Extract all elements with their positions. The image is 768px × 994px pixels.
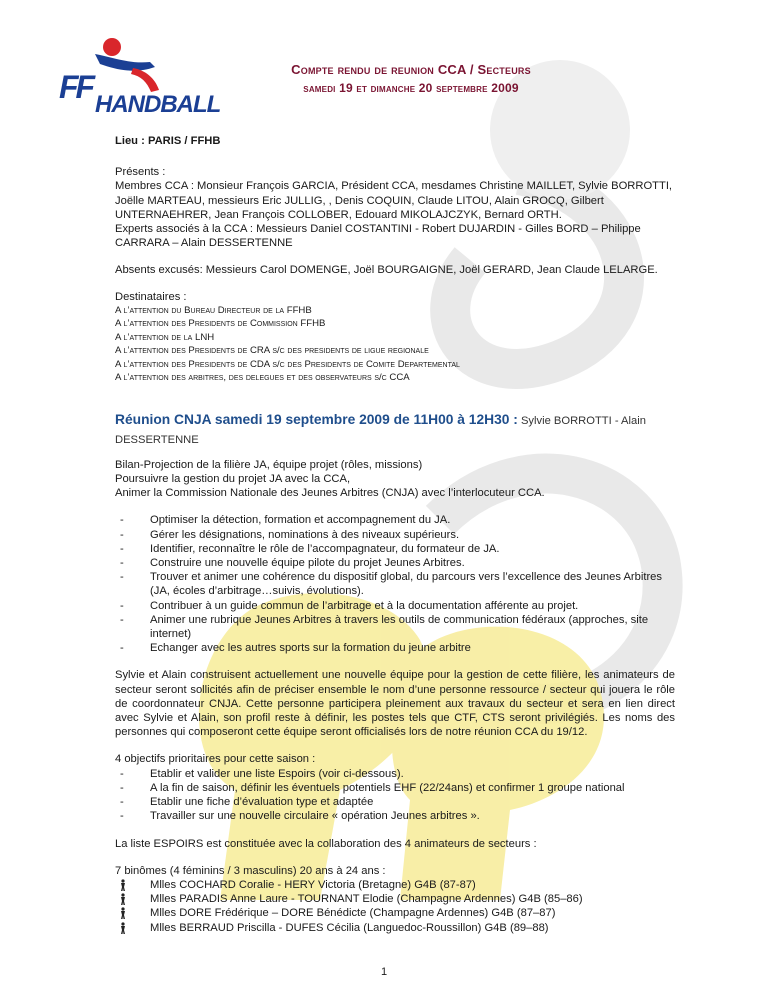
destinataire-item: A l’attention des Presidents de CRA s/c des presidents de ligue regionale <box>115 345 429 357</box>
intro-line: Poursuivre la gestion du projet JA avec la CCA, <box>115 473 351 486</box>
objectif-item: - Gérer les désignations, nominations à des niveaux supérieurs. <box>115 528 675 542</box>
binome-text: Mlles DORE Frédérique – DORE Bénédicte (Champagne Ardennes) G4B (87–87) <box>150 907 556 920</box>
binomes-list <box>115 878 675 935</box>
objectif-item: - Animer une rubrique Jeunes Arbitres à travers les outils de communication fédéraux (approches, site internet) <box>115 613 675 641</box>
objectif-item: - Construire une nouvelle équipe pilote du projet Jeunes Arbitres. <box>115 556 675 570</box>
binomes-label: 7 binômes (4 féminins / 3 masculins) 20 ans à 24 ans : <box>115 864 386 877</box>
absents: Absents excusés: Messieurs Carol DOMENGE, Joël BOURGAIGNE, Joël GERARD, Jean Claude LELARGE. <box>115 264 658 277</box>
priorites-list <box>115 767 675 824</box>
objectif-item: - Echanger avec les autres sports sur la formation du jeune arbitre <box>115 641 675 655</box>
priorite-item: - Etablir une fiche d’évaluation type et adaptée <box>115 795 675 809</box>
destinataire-item: A l’attention du Bureau Directeur de la FFHB <box>115 304 312 316</box>
destinataire-item: A l’attention de la LNH <box>115 331 215 343</box>
priorite-item: - Travailler sur une nouvelle circulaire « opération Jeunes arbitres ». <box>115 809 675 823</box>
document-body <box>115 134 675 935</box>
ffhandball-logo <box>55 34 225 116</box>
destinataires-list <box>115 304 675 385</box>
document-title <box>226 61 596 97</box>
objectifs-list <box>115 513 675 655</box>
priorites-label: 4 objectifs prioritaires pour cette saison : <box>115 753 316 766</box>
svg-text:HANDBALL: HANDBALL <box>95 91 221 116</box>
handball-player-icon <box>119 893 127 905</box>
intro-line: Bilan-Projection de la filière JA, équipe projet (rôles, missions) <box>115 458 423 471</box>
binome-text: Mlles PARADIS Anne Laure - TOURNANT Elodie (Champagne Ardennes) G4B (85–86) <box>150 893 583 906</box>
objectif-item: - Contribuer à un guide commun de l’arbitrage et à la documentation afférente au projet. <box>115 599 675 613</box>
presents-experts: Experts associés à la CCA : Messieurs Daniel COSTANTINI - Robert DUJARDIN - Gilles BORD – Philippe CARRARA – Alain DESSERTENNE <box>115 223 641 250</box>
title-line-2: samedi 19 et dimanche 20 septembre 2009 <box>303 81 519 95</box>
objectif-item: - Optimiser la détection, formation et accompagnement du JA. <box>115 513 675 527</box>
presents-label: Présents : <box>115 166 166 179</box>
binome-text: Mlles COCHARD Coralie - HERY Victoria (Bretagne) G4B (87-87) <box>150 878 476 891</box>
intro-line: Animer la Commission Nationale des Jeunes Arbitres (CNJA) avec l’interlocuteur CCA. <box>115 487 545 500</box>
equipe-paragraph: Sylvie et Alain construisent actuellement une nouvelle équipe pour la gestion de cette filière, les animateurs de secteur seront sollicités afin de préciser ensemble le nom d’une personne ressource / secteur qui jouera le rôle de coordonnateur CNJA. Cette personne participera pleinement aux travaux du secteur et sera en lien direct avec Sylvie et Alain, son profil reste à définir, les postes tels que CTF, CTS seront privilégiés. Les noms des personnes qui composeront cette équipe seront officialisés lors de notre réunion CCA du 19/12. <box>115 669 675 739</box>
destinataires-label: Destinataires : <box>115 290 187 303</box>
espoirs-line: La liste ESPOIRS est constituée avec la collaboration des 4 animateurs de secteurs : <box>115 837 537 850</box>
destinataire-item: A l’attention des arbitres, des delegues et des observateurs s/c CCA <box>115 372 410 384</box>
page-number: 1 <box>380 966 388 978</box>
section-title: Réunion CNJA samedi 19 septembre 2009 de 11H00 à 12H30 : <box>115 411 518 427</box>
priorite-item: - Etablir et valider une liste Espoirs (voir ci-dessous). <box>115 767 675 781</box>
presents-membres: Membres CCA : Monsieur François GARCIA, Président CCA, mesdames Christine MAILLET, Sylvie BORROTTI, Joëlle MARTEAU, messieurs Eric JULLIG, , Denis COQUIN, Claude LITOU, Alain GROCQ, Gilbert UNTERNAEHRER, Jean François COLLOBER, Edouard MIKOLAJCZYK, Bernard ORTH. <box>115 180 673 221</box>
binome-item <box>115 892 675 906</box>
section-names: Sylvie BORROTTI - Alain DESSERTENNE <box>115 414 646 446</box>
priorite-item: - A la fin de saison, définir les éventuels potentiels EHF (22/24ans) et confirmer 1 groupe national <box>115 781 675 795</box>
section-heading <box>115 411 675 449</box>
binome-text: Mlles BERRAUD Priscilla - DUFES Cécilia (Languedoc-Roussillon) G4B (89–88) <box>150 921 549 934</box>
destinataire-item: A l’attention des Presidents de CDA s/c des Presidents de Comite Departemental <box>115 358 460 370</box>
title-line-1: Compte rendu de reunion CCA / Secteurs <box>291 62 531 77</box>
destinataire-item: A l’attention des Presidents de Commission FFHB <box>115 318 326 330</box>
binome-item <box>115 878 675 892</box>
lieu: Lieu : PARIS / FFHB <box>115 135 221 147</box>
binome-item <box>115 906 675 920</box>
handball-player-icon <box>119 922 127 934</box>
objectif-item: - Trouver et animer une cohérence du dispositif global, du parcours vers l’excellence des Jeunes Arbitres (JA, écoles d’arbitrage…suivis, évolutions). <box>115 570 675 598</box>
handball-player-icon <box>119 907 127 919</box>
handball-player-icon <box>119 879 127 891</box>
binome-item <box>115 921 675 935</box>
objectif-item: - Identifier, reconnaître le rôle de l’accompagnateur, du formateur de JA. <box>115 542 675 556</box>
svg-text:FF: FF <box>59 69 93 105</box>
